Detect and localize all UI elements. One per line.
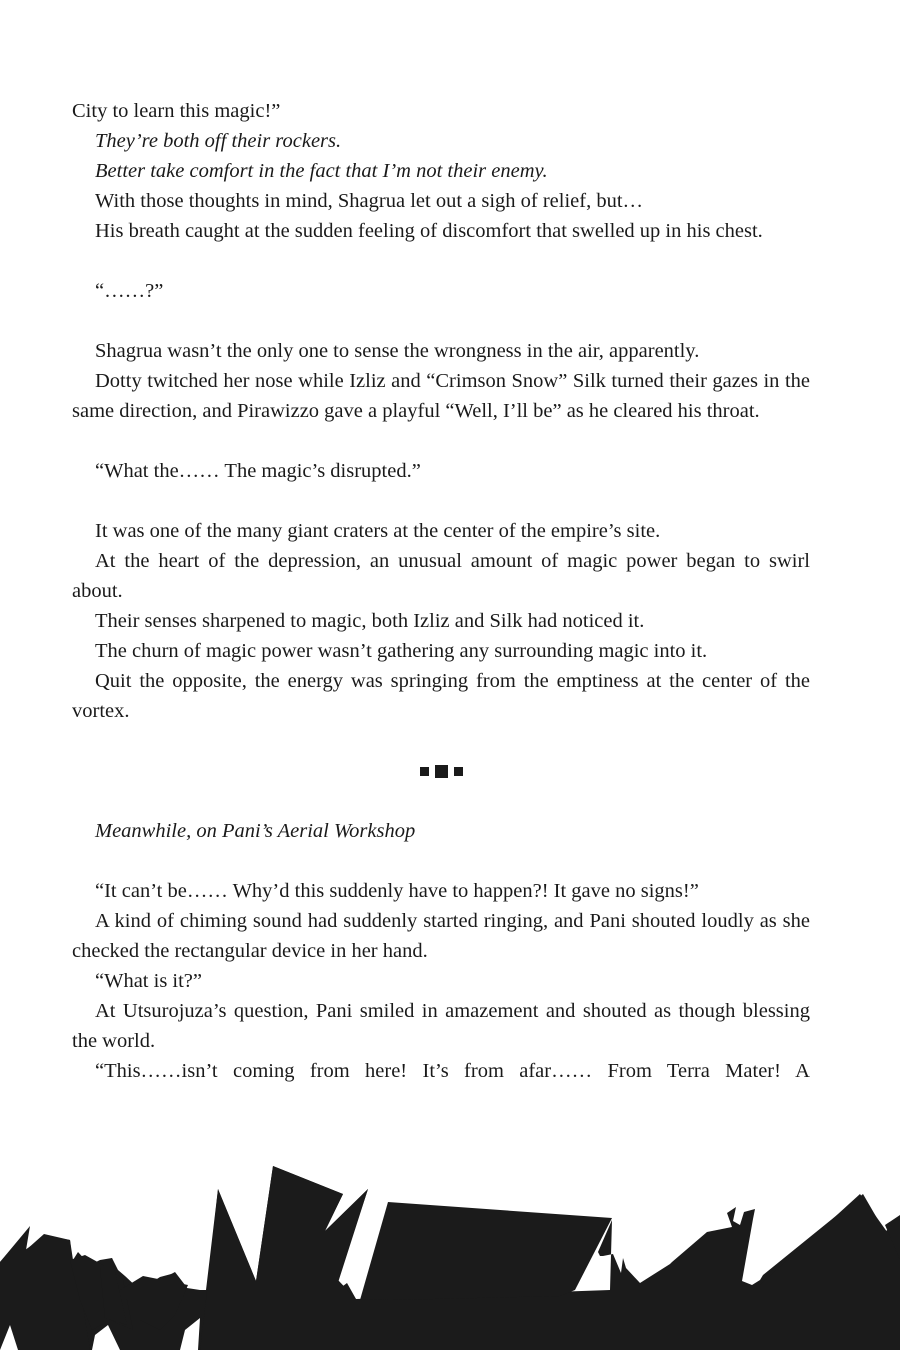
blank-line [72,306,810,336]
paragraph: With those thoughts in mind, Shagrua let out a sigh of relief, but… [95,190,644,212]
paragraph: The churn of magic power wasn’t gathering any surrounding magic into it. [95,640,708,662]
paragraph: At the heart of the depression, an unusual amount of magic power began to swirl about. [72,550,810,602]
dialogue: “What the…… The magic’s disrupted.” [95,460,421,482]
paragraph: At Utsurojuza’s question, Pani smiled in amazement and shouted as though blessing the world. [72,1000,810,1052]
paragraph: Dotty twitched her nose while Izliz and “Crimson Snow” Silk turned their gazes in the same direction, and Pirawizzo gave a playful “Well, I’ll be” as he cleared his throat. [72,370,810,422]
paragraph: A kind of chiming sound had suddenly started ringing, and Pani shouted loudly as she checked the rectangular device in her hand. [72,910,810,962]
inner-thought: Better take comfort in the fact that I’m not their enemy. [95,160,548,182]
paragraph: City to learn this magic!” [72,100,281,122]
dialogue: “……?” [95,280,164,302]
blank-line [72,486,810,516]
paragraph: Quit the opposite, the energy was springing from the emptiness at the center of the vortex. [72,670,810,722]
blank-line [72,846,810,876]
book-page-text [72,96,810,1086]
blank-line [72,246,810,276]
dialogue: “What is it?” [95,970,203,992]
dialogue: “This……isn’t coming from here! It’s from afar…… From Terra Mater! A [95,1060,810,1082]
inner-thought: They’re both off their rockers. [95,130,342,152]
dialogue: “It can’t be…… Why’d this suddenly have to happen?! It gave no signs!” [95,880,699,902]
paragraph: Shagrua wasn’t the only one to sense the wrongness in the air, apparently. [95,340,700,362]
small-square-icon [420,767,429,776]
blank-line [72,426,810,456]
paragraph: Their senses sharpened to magic, both Izliz and Silk had noticed it. [95,610,645,632]
paragraph: It was one of the many giant craters at the center of the empire’s site. [95,520,661,542]
blank-line [72,726,810,756]
scene-heading: Meanwhile, on Pani’s Aerial Workshop [95,820,416,842]
shattered-shards-decoration-icon [0,1150,900,1350]
paragraph: His breath caught at the sudden feeling of discomfort that swelled up in his chest. [95,220,763,242]
scene-break-ornament-icon [72,756,810,786]
blank-line [72,786,810,816]
large-square-icon [435,765,448,778]
small-square-icon [454,767,463,776]
